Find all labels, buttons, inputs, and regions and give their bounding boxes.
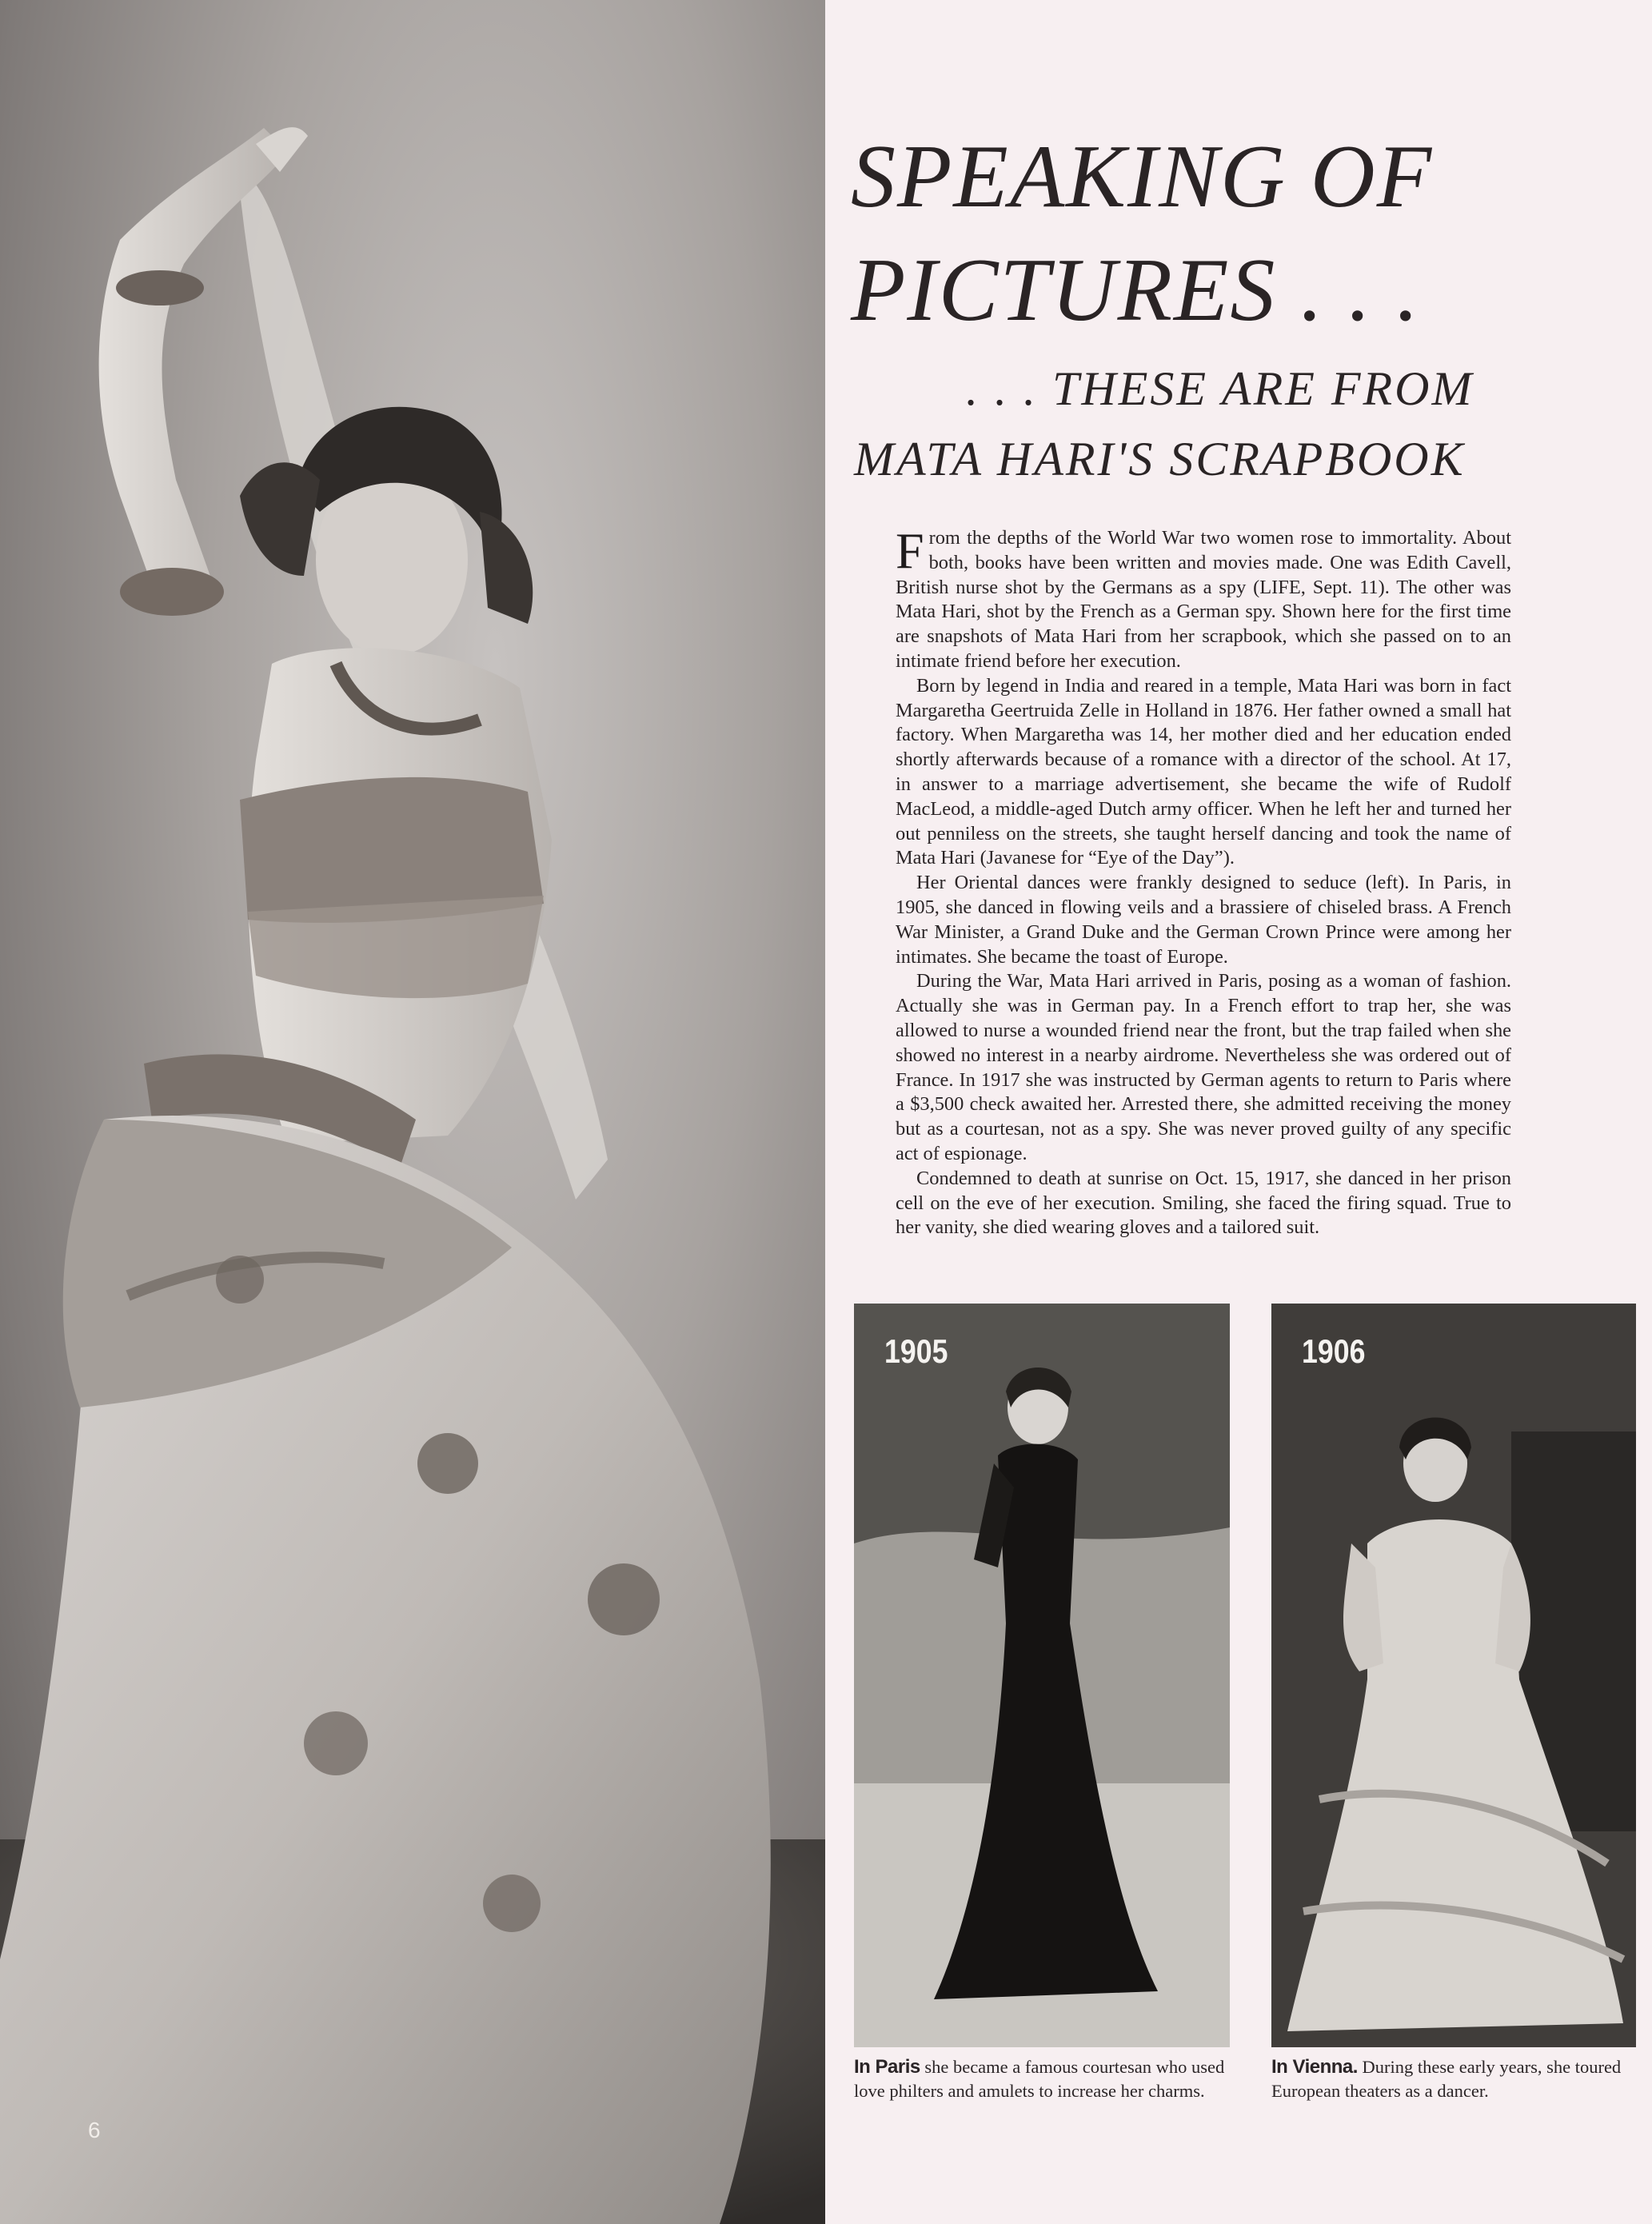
dancer-photo xyxy=(0,0,825,2224)
caption-lead: In Paris xyxy=(854,2056,920,2078)
photo-year-label: 1906 xyxy=(1302,1332,1366,1370)
paris-woman-illustration xyxy=(854,1304,1230,2047)
paragraph-1-text: rom the depths of the World War two women rose to immortality. About both, books have been written and movies made. One was Edith Cavell, British nurse shot by the Germans as a spy (LIFE, Sept. 11). The other was Mata Hari, shot by the French as a German spy. Shown here for the first time are snapshots of Mata Hari from her scrapbook, which she passed on to an intimate friend before her execution. xyxy=(896,527,1511,672)
article-paragraph: During the War, Mata Hari arrived in Paris, posing as a woman of fashion. Actually she was in German pay. In a French effort to trap her, she was allowed to nurse a wounded friend near the front, but the trap failed when she showed no interest in a nearby airdrome. Nevertheless she was ordered out of France. In 1917 she was instructed by German agents to return to Paris where a $3,500 check awaited her. Arrested there, she admitted receiving the money but as a courtesan, not as a spy. She was never proved guilty of any specific act of espionage. xyxy=(896,970,1511,1164)
vienna-caption xyxy=(1271,2055,1639,2103)
article-paragraph: Born by legend in India and reared in a temple, Mata Hari was born in fact Margaretha Geertruida Zelle in Holland in 1876. Her father owned a small hat factory. When Margaretha was 14, her mother died and her education ended shortly afterwards because of a romance with a director of the school. At 17, in answer to a marriage advertisement, she became the wife of Rudolf MacLeod, a middle-aged Dutch army officer. When he left her and turned her out penniless on the streets, she taught herself dancing and took the name of Mata Hari (Javanese for “Eye of the Day”). xyxy=(896,674,1511,869)
article-body xyxy=(896,522,1511,1240)
caption-text: she became a famous courtesan who used love philters and amulets to increase her charms. xyxy=(854,2057,1225,2101)
photo-year-label: 1905 xyxy=(884,1332,948,1370)
caption-lead: In Vienna. xyxy=(1271,2056,1358,2078)
article-paragraph: Condemned to death at sunrise on Oct. 15, 1917, she danced in her prison cell on the eve of her execution. Smiling, she faced the firing squad. True to her vanity, she died wearing gloves and a tailored suit. xyxy=(896,1167,1511,1239)
subheadline-line-2: MATA HARI'S SCRAPBOOK xyxy=(854,433,1466,485)
headline-line-2: PICTURES . . . xyxy=(851,241,1421,340)
paris-caption xyxy=(854,2055,1238,2103)
drop-cap: F xyxy=(896,522,924,579)
subheadline-line-1: . . . THESE ARE FROM xyxy=(966,362,1474,415)
article-paragraph xyxy=(896,522,1511,674)
paris-photo xyxy=(854,1304,1230,2047)
page-number: 6 xyxy=(88,2118,101,2142)
headline-line-1: SPEAKING OF xyxy=(851,127,1434,226)
vienna-photo xyxy=(1271,1304,1636,2047)
dancer-illustration xyxy=(0,0,825,2224)
article-paragraph: Her Oriental dances were frankly designed to seduce (left). In Paris, in 1905, she danced in flowing veils and a brassiere of chiseled brass. A French War Minister, a Grand Duke and the German Crown Prince were among her intimates. She became the toast of Europe. xyxy=(896,872,1511,968)
vienna-woman-illustration xyxy=(1271,1304,1636,2047)
headline-title xyxy=(851,120,1602,347)
caption-text: During these early years, she toured European theaters as a dancer. xyxy=(1271,2057,1622,2101)
